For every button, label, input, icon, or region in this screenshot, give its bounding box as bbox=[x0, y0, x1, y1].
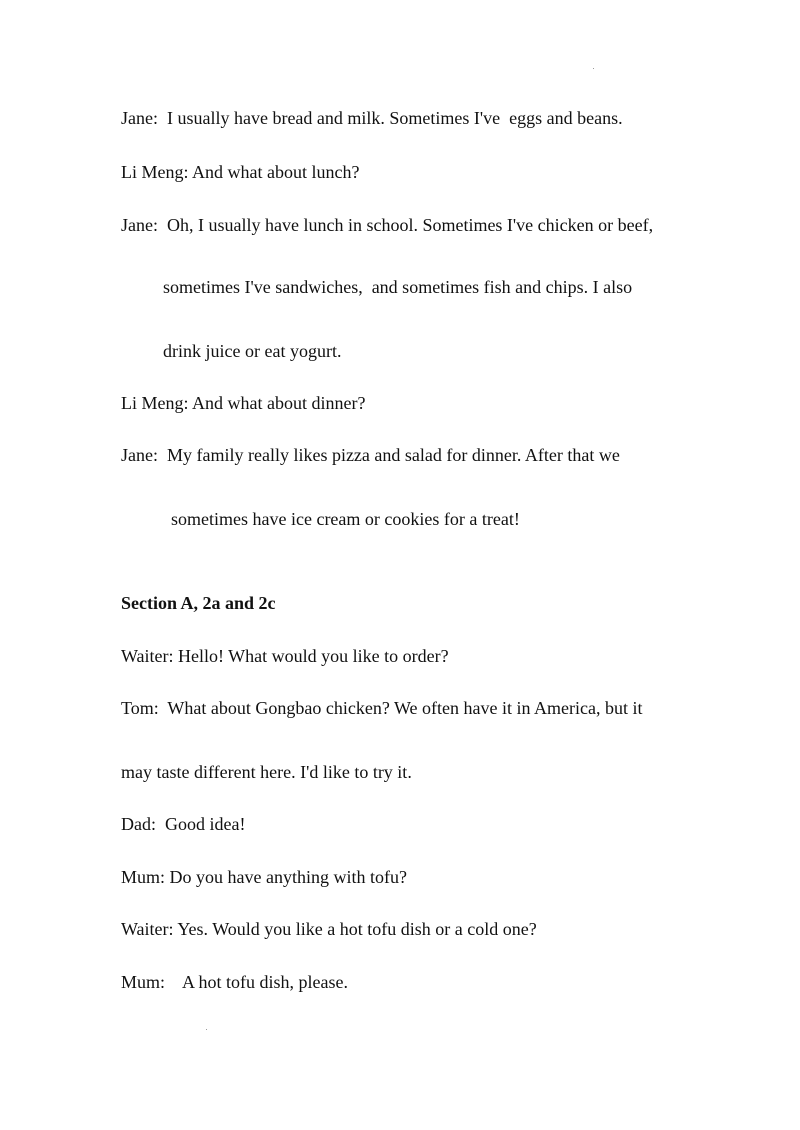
dialogue-line-continuation: drink juice or eat yogurt. bbox=[163, 341, 342, 361]
dialogue-line: Jane: I usually have bread and milk. Sometimes I've eggs and beans. bbox=[121, 108, 623, 128]
section-heading: Section A, 2a and 2c bbox=[121, 593, 276, 613]
dialogue-line: Li Meng: And what about dinner? bbox=[121, 393, 366, 413]
dialogue-line: Li Meng: And what about lunch? bbox=[121, 162, 360, 182]
scan-speck bbox=[593, 68, 594, 69]
dialogue-line: Mum: A hot tofu dish, please. bbox=[121, 972, 348, 992]
dialogue-line: Dad: Good idea! bbox=[121, 814, 246, 834]
dialogue-line: Jane: My family really likes pizza and salad for dinner. After that we bbox=[121, 445, 620, 465]
dialogue-line: Jane: Oh, I usually have lunch in school. Sometimes I've chicken or beef, bbox=[121, 215, 654, 235]
dialogue-line: Mum: Do you have anything with tofu? bbox=[121, 867, 407, 887]
dialogue-line: Waiter: Hello! What would you like to order? bbox=[121, 646, 449, 666]
scan-speck bbox=[206, 1029, 207, 1030]
dialogue-line: Waiter: Yes. Would you like a hot tofu dish or a cold one? bbox=[121, 919, 537, 939]
dialogue-line-continuation: may taste different here. I'd like to try it. bbox=[121, 762, 412, 782]
dialogue-line-continuation: sometimes have ice cream or cookies for a treat! bbox=[171, 509, 520, 529]
dialogue-line-continuation: sometimes I've sandwiches, and sometimes fish and chips. I also bbox=[163, 277, 633, 297]
dialogue-line: Tom: What about Gongbao chicken? We often have it in America, but it bbox=[121, 698, 643, 718]
